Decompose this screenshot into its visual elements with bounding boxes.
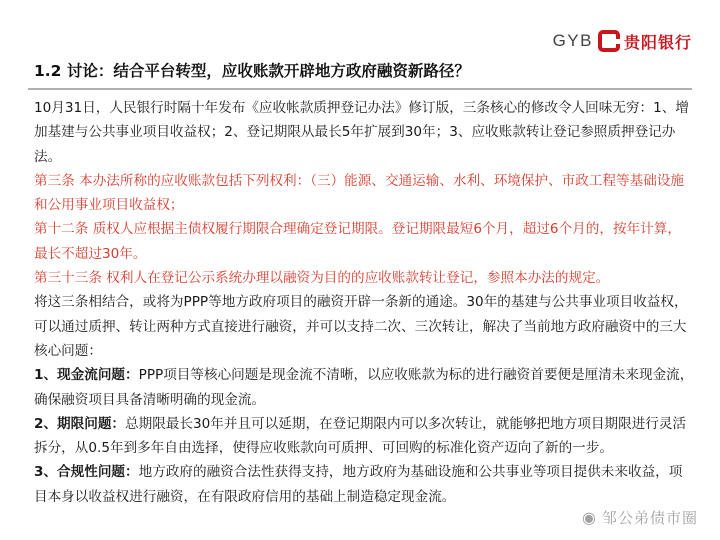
issue-label: 1、现金流问题： <box>34 367 139 384</box>
slide-body <box>34 96 694 509</box>
issue-label: 3、合规性问题： <box>34 464 139 481</box>
issue-compliance <box>34 460 694 509</box>
title-divider <box>28 88 692 90</box>
issue-text: 总期限最长30年并且可以延期，在登记期限内可以多次转让，就能够把地方项目期限进行灵活拆分，从0.5年到多年自由选择，使得应收账款向可质押、可回购的标准化资产迈向了新的一步。 <box>34 415 687 457</box>
wechat-icon: ◉ <box>582 508 596 527</box>
article-3-quote: 第三条 本办法所称的应收账款包括下列权利：（三）能源、交通运输、水利、环境保护、市政工程等基础设施和公用事业项目收益权； <box>34 172 685 214</box>
issue-text: PPP项目等核心问题是现金流不清晰，以应收账款为标的进行融资首要便是厘清未来现金流，确保融资项目具备清晰明确的现金流。 <box>34 367 694 408</box>
logo-name: 贵阳银行 <box>623 32 692 52</box>
combine-paragraph: 将这三条相结合，或将为PPP等地方政府项目的融资开辟一条新的通途。30年的基建与公共事业项目收益权，可以通过质押、转让两种方式直接进行融资，并可以支持二次、三次转让，解决了当前地方政府融资中的三大核心问题： <box>34 294 688 359</box>
article-33-quote: 第三十三条 权利人在登记公示系统办理以融资为目的的应收账款转让登记，参照本办法的规定。 <box>34 270 610 287</box>
issue-term <box>34 412 694 461</box>
issue-label: 2、期限问题： <box>34 415 126 432</box>
watermark <box>582 507 698 528</box>
watermark-text: 邹公弟债市圈 <box>601 509 698 527</box>
issue-text: 地方政府的融资合法性获得支持，地方政府为基础设施和公共事业等项目提供未来收益，项目本身以收益权进行融资，在有限政府信用的基础上制造稳定现金流。 <box>34 464 683 505</box>
logo-mark-icon <box>598 30 620 52</box>
bank-logo <box>553 29 692 53</box>
issue-cashflow <box>34 363 694 412</box>
article-12-quote: 第十二条 质权人应根据主债权履行期限合理确定登记期限。登记期限最短6个月，超过6个月的，按年计算，最长不超过30年。 <box>34 221 681 262</box>
logo-latin: GYB <box>552 31 593 50</box>
intro-paragraph: 10月31日，人民银行时隔十年发布《应收帐款质押登记办法》修订版，三条核心的修改令人回味无穷：1、增加基建与公共事业项目收益权；2、登记期限从最长5年扩展到30年；3、应收账款转让登记参照质押登记办法。 <box>34 100 689 165</box>
slide-title: 1.2 讨论：结合平台转型，应收账款开辟地方政府融资新路径？ <box>34 62 470 80</box>
